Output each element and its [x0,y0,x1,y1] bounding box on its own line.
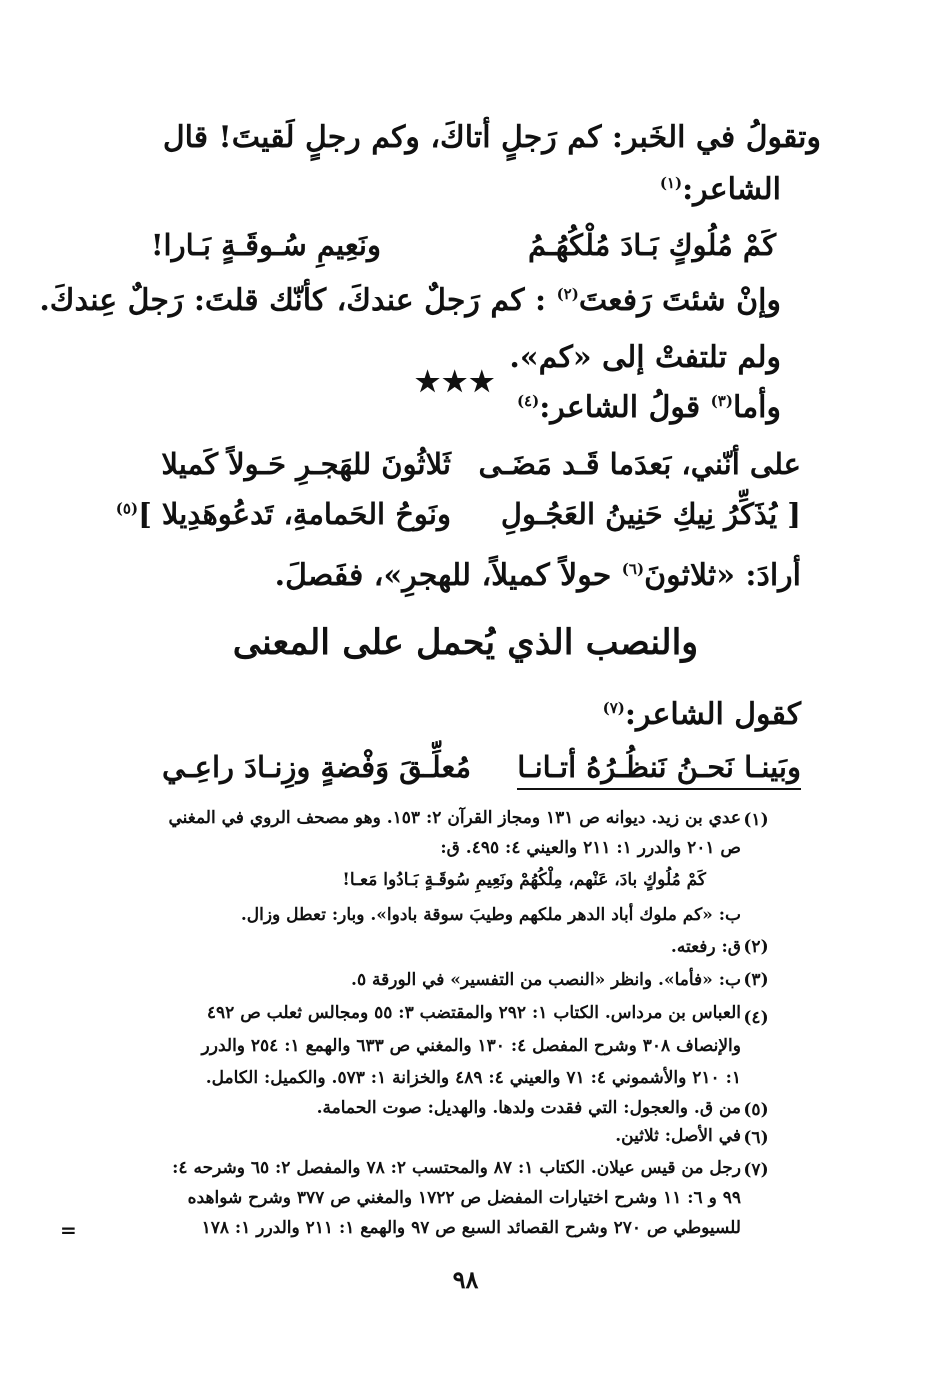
verse-4-second-hemistich: مُعلِّـقَ وَفْضةٍ وزِنـادَ راعِـي [161,750,471,784]
body-line-5-start: وأما [732,390,781,425]
footnote-7-number: (٧) [743,1160,769,1180]
footnote-1-verse: كَمْ مُلُوكٍ بادَ، عَنْهم، مِلْكُهُمْ ونَعِيمِ سُوقَـةٍ بَـادُوا مَعـا! [342,870,706,890]
body-line-5 [517,390,781,425]
body-line-6-end: حولاً كميلاً، للهجرِ»، ففَصلَ. [274,558,612,593]
footnote-ref-5: (٥) [115,499,139,518]
footnote-5-line-1: من ق. والعجول: التي فقدت ولدها. والهديل: صوت الحمامة. [316,1098,741,1118]
footnote-2-line-1: ق: رفعته. [670,937,741,957]
footnote-3-line-1: ب: «فأما». وانظر «النصب من التفسير» في الورقة ٥. [351,970,741,990]
footnote-ref-1: (١) [659,174,683,192]
verse-2-second-hemistich: ثَلاثُونَ للهَجـرِ حَـولاً كَميلا [161,447,451,481]
body-line-1: وتقولُ في الخَبر: كم رَجلٍ أتاكَ، وكم رجلٍ لَقيتَ! قال [162,120,821,155]
footnote-1-line-4: ب: «كم ملوك أباد الدهر ملكهم وطيبَ سوقة بادوا». وبار: تعطل وزال. [240,905,741,925]
verse-1-second-hemistich: ونَعِيمِ سُـوقَـةٍ بَـارا! [150,228,381,262]
footnote-3-number: (٣) [743,970,769,990]
body-line-3-start: وإنْ شئتَ رَفعتَ [578,283,781,318]
footnote-ref-4: (٤) [516,392,540,410]
body-line-3-end: : كم رَجلٌ عندكَ، كأنّك قلتَ: رَجلٌ عِندكَ. [39,283,547,318]
footnote-ref-6: (٦) [621,560,645,578]
body-line-4: ولم تلتفتْ إلى «كم». [509,340,781,375]
body-line-2 [660,172,781,207]
footnote-4-line-3: ١: ٢١٠ والأشموني ٤: ٧١ والعيني ٤: ٤٨٩ والخزانة ١: ٥٧٣. والكميل: الكامل. [205,1068,741,1088]
footnote-1-line-1: عدي بن زيد. ديوانه ص ١٣١ ومجاز القرآن ٢: ١٥٣. وهو مصحف الروي في المغني [168,808,741,828]
verse-3-second-hemistich [116,497,451,531]
footnote-2-number: (٢) [743,937,769,957]
body-line-6-start: أرادَ: «ثلاثونَ [644,558,801,593]
section-heading: والنصب الذي يُحمل على المعنى [232,622,699,663]
verse-1-first-hemistich: كَمْ مُلُوكٍ بَـادَ مُلْكُهُـمُ [527,228,776,262]
footnote-6-number: (٦) [743,1128,769,1148]
page-number: ٩٨ [452,1265,479,1294]
body-line-7-text: كقول الشاعر: [624,697,801,732]
footnote-4-line-2: والإنصاف ٣٠٨ وشرح المفصل ٤: ١٣٠ والمغني ص ٦٣٣ والهمع ١: ٢٥٤ والدرر [201,1036,741,1056]
continuation-mark: = [60,1218,77,1242]
footnote-4-number: (٤) [743,1008,769,1028]
footnote-ref-3: (٣) [710,392,733,410]
body-line-2-text: الشاعر: [682,172,781,207]
body-line-5-end: قولُ الشاعر: [539,390,701,425]
footnote-7-line-1: رجل من قيس عيلان. الكتاب ١: ٨٧ والمحتسب ٢: ٧٨ والمفصل ٢: ٦٥ وشرحه ٤: [172,1158,741,1178]
footnote-ref-2: (٢) [556,285,579,303]
verse-4-first-hemistich-text: وبَينـا نَحـنُ نَنظُـرُهُ أتـانـا [517,750,801,790]
footnote-1-line-2: ص ٢٠١ والدرر ١: ٢١١ والعيني ٤: ٤٩٥. ق: [440,838,741,858]
verse-4-first-hemistich [517,750,801,784]
footnote-4-line-1: العباس بن مرداس. الكتاب ١: ٢٩٢ والمقتضب ٣: ٥٥ ومجالس ثعلب ص ٤٩٢ [206,1003,741,1023]
footnote-1-number: (١) [743,810,769,830]
footnote-7-line-3: للسيوطي ص ٢٧٠ وشرح القصائد السبع ص ٩٧ والهمع ١: ٢١١ والدرر ١: ١٧٨ [201,1218,741,1238]
verse-3-second-hemistich-text: ونَوحُ الحَمامةِ، تَدعُوهَدِيلا ] [138,497,451,531]
verse-2-first-hemistich: على أنّني، بَعدَما قَـد مَضَـى [478,447,801,481]
body-line-7 [603,697,801,732]
body-line-3 [39,283,781,318]
body-line-6 [275,558,801,593]
footnote-6-line-1: في الأصل: ثلاثين. [615,1126,741,1146]
footnote-5-number: (٥) [743,1100,769,1120]
footnote-ref-7: (٧) [602,699,625,717]
verse-3-first-hemistich: [ يُذَكِّرُ نِيكِ حَنِينُ العَجُـولِ [500,497,801,531]
section-divider-stars: ★★★ [415,365,497,398]
footnote-7-line-2: ٩٩ و ٦: ١١ وشرح اختيارات المفضل ص ١٧٢٢ والمغني ص ٣٧٧ وشرح شواهده [187,1188,741,1208]
